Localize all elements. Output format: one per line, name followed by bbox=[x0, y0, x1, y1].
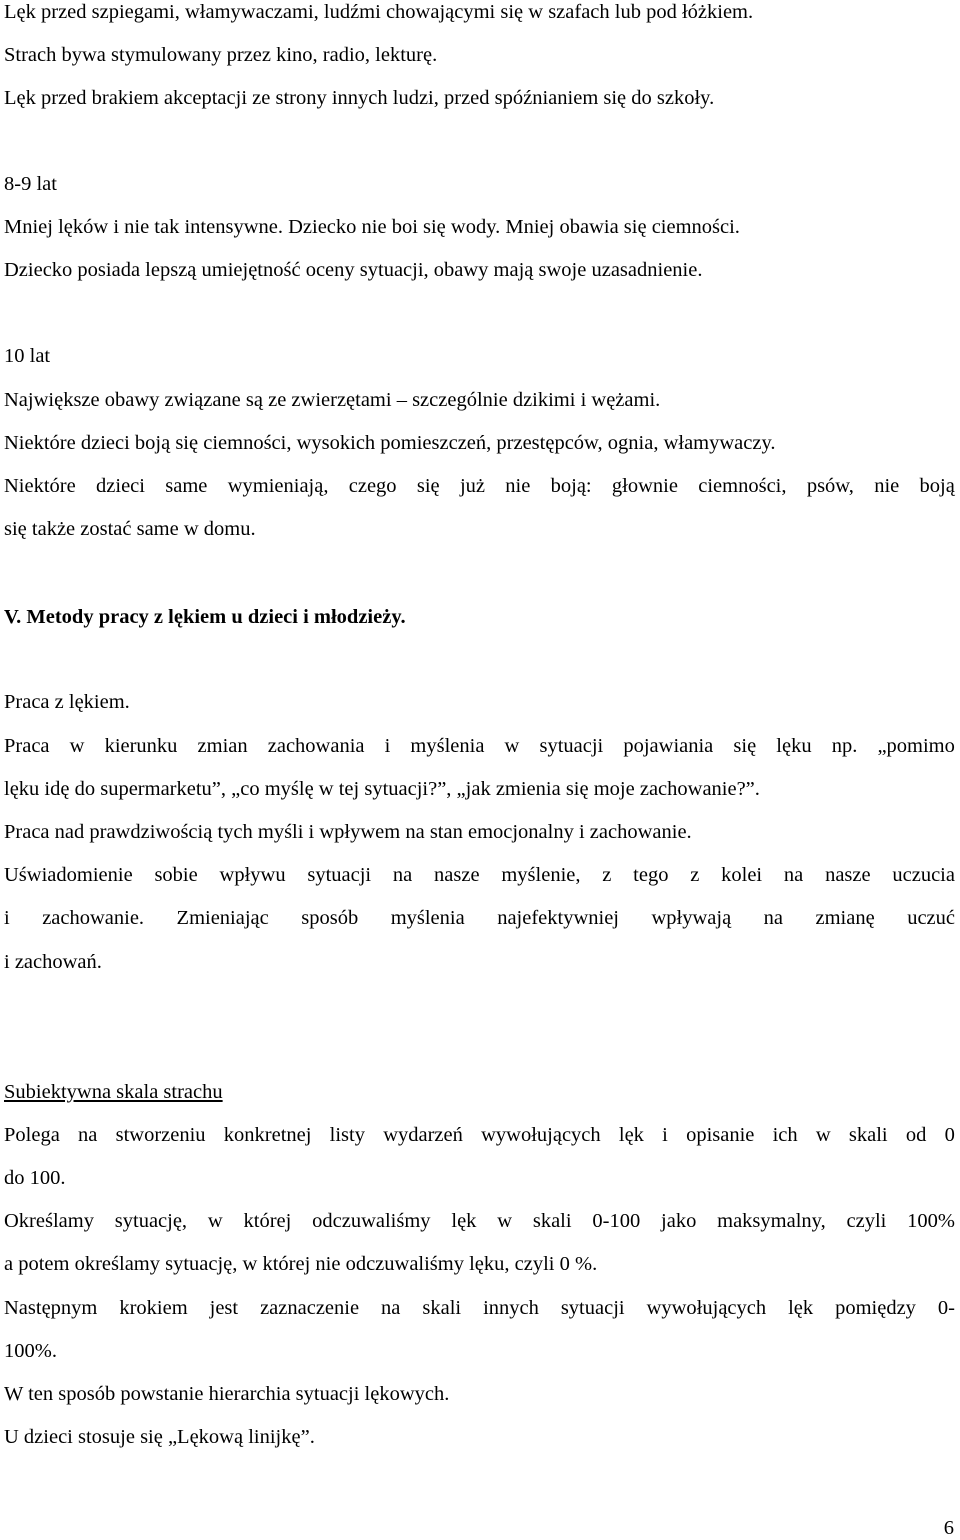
text-line-justified: Uświadomienie sobie wpływu sytuacji na nasze myślenie, z tego z kolei na nasze uczucia bbox=[4, 864, 955, 886]
subheading-underlined: Subiektywna skala strachu bbox=[4, 1081, 223, 1103]
text-line: 100%. bbox=[4, 1340, 57, 1362]
text-line-justified: Następnym krokiem jest zaznaczenie na skali innych sytuacji wywołujących lęk pomiędzy 0- bbox=[4, 1297, 955, 1319]
text-line-justified: Niektóre dzieci same wymieniają, czego się już nie boją: głownie ciemności, psów, nie boją bbox=[4, 475, 955, 497]
subheading: Praca z lękiem. bbox=[4, 691, 130, 713]
text-line: a potem określamy sytuację, w której nie odczuwaliśmy lęku, czyli 0 %. bbox=[4, 1253, 598, 1275]
text-line: lęku idę do supermarketu”, „co myślę w tej sytuacji?”, „jak zmienia się moje zachowanie?”. bbox=[4, 778, 760, 800]
age-heading-10: 10 lat bbox=[4, 345, 51, 367]
section-heading: V. Metody pracy z lękiem u dzieci i młodzieży. bbox=[4, 606, 406, 628]
text-line: Lęk przed szpiegami, włamywaczami, ludźmi chowającymi się w szafach lub pod łóżkiem. bbox=[4, 1, 754, 23]
text-line: W ten sposób powstanie hierarchia sytuacji lękowych. bbox=[4, 1383, 450, 1405]
text-line: i zachowań. bbox=[4, 951, 102, 973]
page-number: 6 bbox=[943, 1517, 954, 1539]
text-line: Niektóre dzieci boją się ciemności, wysokich pomieszczeń, przestępców, ognia, włamywaczy. bbox=[4, 432, 776, 454]
text-line-justified: i zachowanie. Zmieniając sposób myślenia najefektywniej wpływają na zmianę uczuć bbox=[4, 907, 955, 929]
text-line-justified: Praca w kierunku zmian zachowania i myślenia w sytuacji pojawiania się lęku np. „pomimo bbox=[4, 735, 955, 757]
text-line: się także zostać same w domu. bbox=[4, 518, 256, 540]
text-line: Dziecko posiada lepszą umiejętność oceny sytuacji, obawy mają swoje uzasadnienie. bbox=[4, 259, 703, 281]
age-heading-8-9: 8-9 lat bbox=[4, 173, 57, 195]
text-line: Mniej lęków i nie tak intensywne. Dziecko nie boi się wody. Mniej obawia się ciemności. bbox=[4, 216, 740, 238]
text-line-justified: Określamy sytuację, w której odczuwaliśmy lęk w skali 0-100 jako maksymalny, czyli 100% bbox=[4, 1210, 955, 1232]
text-line: Największe obawy związane są ze zwierzętami – szczególnie dzikimi i wężami. bbox=[4, 389, 661, 411]
text-line-justified: Polega na stworzeniu konkretnej listy wydarzeń wywołujących lęk i opisanie ich w skali od 0 bbox=[4, 1124, 955, 1146]
text-line: Strach bywa stymulowany przez kino, radio, lekturę. bbox=[4, 44, 438, 66]
text-line: U dzieci stosuje się „Lękową linijkę”. bbox=[4, 1426, 315, 1448]
text-line: Praca nad prawdziwością tych myśli i wpływem na stan emocjonalny i zachowanie. bbox=[4, 821, 692, 843]
text-line: do 100. bbox=[4, 1167, 66, 1189]
text-line: Lęk przed brakiem akceptacji ze strony innych ludzi, przed spóźnianiem się do szkoły. bbox=[4, 87, 715, 109]
